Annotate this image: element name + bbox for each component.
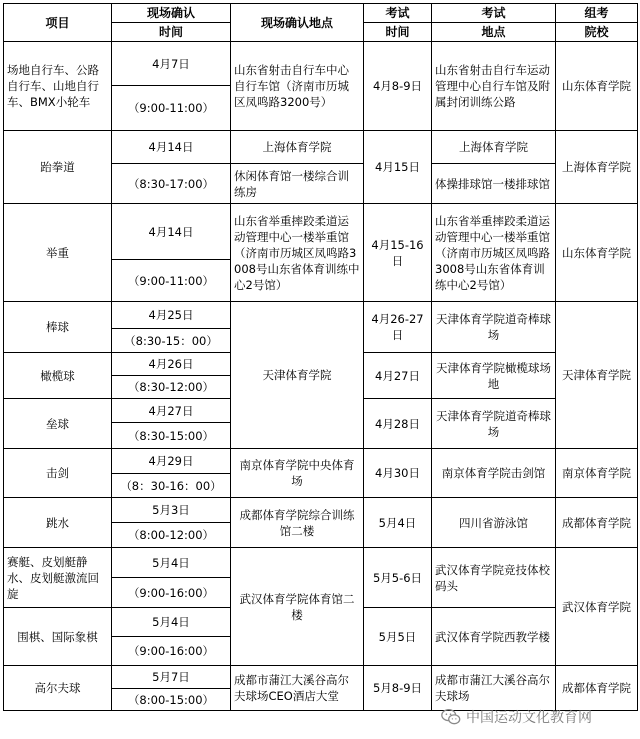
exam-location-golf: 成都市蒲江大溪谷高尔夫球场: [432, 666, 556, 711]
date-diving: 5月3日: [112, 498, 231, 523]
header-exam-label: 考试: [432, 4, 556, 23]
exam-time-golf: 5月8-9日: [364, 666, 432, 711]
hours-go-chess: （9:00-16:00）: [112, 637, 231, 666]
wechat-icon: [440, 706, 462, 728]
exam-time-baseball: 4月26-27日: [364, 302, 432, 353]
exam-time-taekwondo: 4月15日: [364, 131, 432, 204]
exam-location-baseball: 天津体育学院道奇棒球场: [432, 302, 556, 353]
exam-time-softball: 4月28日: [364, 399, 432, 449]
hours-diving: （8:00-12:00）: [112, 523, 231, 548]
date-weightlifting: 4月14日: [112, 204, 231, 260]
project-taekwondo: 跆拳道: [4, 131, 112, 204]
exam-location-rowing: 武汉体育学院竞技体校码头: [432, 548, 556, 608]
schedule-table: [3, 3, 638, 711]
exam-location-taekwondo-bottom: 体操排球馆一楼排球馆: [432, 164, 556, 204]
hours-fencing: （8：30-16：00）: [112, 474, 231, 498]
exam-time-weightlifting: 4月15-16日: [364, 204, 432, 302]
location-taekwondo-bottom: 休闲体育馆一楼综合训练房: [231, 164, 364, 204]
date-rugby: 4月26日: [112, 353, 231, 376]
project-rowing: 赛艇、皮划艇静水、皮划艇激流回旋: [4, 548, 112, 608]
hours-baseball: （8:30-15：00）: [112, 329, 231, 353]
exam-time-cycling: 4月8-9日: [364, 42, 432, 131]
exam-time-rowing: 5月5-6日: [364, 548, 432, 608]
school-diving: 成都体育学院: [556, 498, 638, 548]
exam-time-go-chess: 5月5日: [364, 608, 432, 666]
project-baseball: 棒球: [4, 302, 112, 353]
date-go-chess: 5月4日: [112, 608, 231, 637]
exam-location-softball: 天津体育学院道奇棒球场: [432, 399, 556, 449]
exam-location-rugby: 天津体育学院橄榄球场地: [432, 353, 556, 399]
location-diving: 成都体育学院综合训练馆二楼: [231, 498, 364, 548]
header-onsite-confirm: 现场确认: [112, 4, 231, 23]
project-go-chess: 围棋、国际象棋: [4, 608, 112, 666]
school-wuhan: 武汉体育学院: [556, 548, 638, 666]
location-tianjin: 天津体育学院: [231, 302, 364, 449]
location-fencing: 南京体育学院中央体育场: [231, 449, 364, 498]
exam-time-rugby: 4月27日: [364, 353, 432, 399]
exam-location-weightlifting: 山东省举重摔跤柔道运动管理中心一楼举重馆（济南市历城区凤鸣路3008号山东省体育训练中心2号馆）: [432, 204, 556, 302]
exam-time-fencing: 4月30日: [364, 449, 432, 498]
header-org-bottom: 院校: [556, 23, 638, 42]
school-cycling: 山东体育学院: [556, 42, 638, 131]
school-tianjin: 天津体育学院: [556, 302, 638, 449]
date-baseball: 4月25日: [112, 302, 231, 329]
project-softball: 垒球: [4, 399, 112, 449]
location-taekwondo-top: 上海体育学院: [231, 131, 364, 164]
header-exam-location: 地点: [432, 23, 556, 42]
header-exam-time: 时间: [364, 23, 432, 42]
exam-location-diving: 四川省游泳馆: [432, 498, 556, 548]
hours-golf: （8:00-15:00）: [112, 689, 231, 711]
header-project: 项目: [4, 4, 112, 42]
school-fencing: 南京体育学院: [556, 449, 638, 498]
hours-weightlifting: （9:00-11:00）: [112, 260, 231, 302]
hours-rugby: （8:30-12:00）: [112, 376, 231, 399]
exam-location-fencing: 南京体育学院击剑馆: [432, 449, 556, 498]
project-weightlifting: 举重: [4, 204, 112, 302]
date-taekwondo: 4月14日: [112, 131, 231, 164]
location-weightlifting: 山东省举重摔跤柔道运动管理中心一楼举重馆（济南市历城区凤鸣路3008号山东省体育训练中心2号馆）: [231, 204, 364, 302]
watermark-text: 中国运动文化教育网: [466, 710, 592, 726]
school-taekwondo: 上海体育学院: [556, 131, 638, 204]
date-golf: 5月7日: [112, 666, 231, 689]
project-diving: 跳水: [4, 498, 112, 548]
location-wuhan: 武汉体育学院体育馆二楼: [231, 548, 364, 666]
date-softball: 4月27日: [112, 399, 231, 423]
exam-time-diving: 5月4日: [364, 498, 432, 548]
project-rugby: 橄榄球: [4, 353, 112, 399]
header-time: 时间: [112, 23, 231, 42]
exam-location-taekwondo-top: 上海体育学院: [432, 131, 556, 164]
date-fencing: 4月29日: [112, 449, 231, 474]
hours-rowing: （9:00-16:00）: [112, 578, 231, 608]
date-rowing: 5月4日: [112, 548, 231, 578]
location-golf: 成都市蒲江大溪谷高尔夫球场CEO酒店大堂: [231, 666, 364, 711]
project-cycling: 场地自行车、公路自行车、山地自行车、BMX小轮车: [4, 42, 112, 131]
hours-softball: （8:30-15:00）: [112, 423, 231, 449]
date-cycling: 4月7日: [112, 42, 231, 86]
school-weightlifting: 山东体育学院: [556, 204, 638, 302]
header-org-top: 组考: [556, 4, 638, 23]
watermark: [440, 704, 635, 730]
header-onsite-location: 现场确认地点: [231, 4, 364, 42]
location-cycling: 山东省射击自行车中心自行车馆（济南市历城区凤鸣路3200号）: [231, 42, 364, 131]
header-exam: 考试: [364, 4, 432, 23]
project-fencing: 击剑: [4, 449, 112, 498]
exam-location-cycling: 山东省射击自行车运动管理中心自行车馆及附属封闭训练公路: [432, 42, 556, 131]
exam-location-go-chess: 武汉体育学院西教学楼: [432, 608, 556, 666]
school-golf: 成都体育学院: [556, 666, 638, 711]
hours-taekwondo: （8:30-17:00）: [112, 164, 231, 204]
project-golf: 高尔夫球: [4, 666, 112, 711]
hours-cycling: （9:00-11:00）: [112, 86, 231, 131]
